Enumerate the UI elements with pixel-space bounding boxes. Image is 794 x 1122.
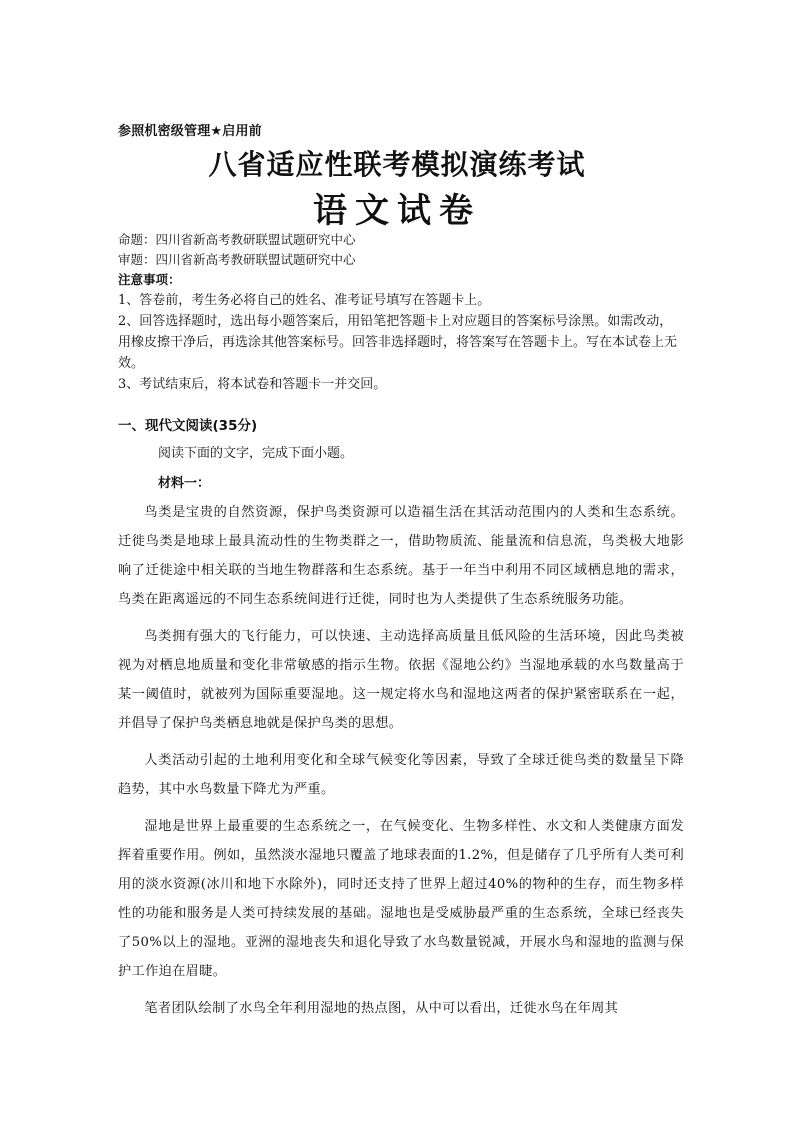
notes-list xyxy=(118,290,684,395)
reviewer-line: 审题：四川省新高考教研联盟试题研究中心 xyxy=(118,252,356,267)
section-instruction: 阅读下面的文字，完成下面小题。 xyxy=(158,446,354,461)
passage-paragraph: 鸟类是宝贵的自然资源，保护鸟类资源可以造福生活在其活动范围内的人类和生态系统。迁徙鸟类是地球上最具流动性的生物类群之一，借助物质流、能量流和信息流，鸟类极大地影响了迁徙途中相关联的当地生物群落和生态系统。基于一年当中利用不同区域栖息地的需求，鸟类在距离遥远的不同生态系统间进行迁徙，同时也为人类提供了生态系统服务功能。 xyxy=(118,505,684,607)
note-item: 1、答卷前，考生务必将自己的姓名、准考证号填写在答题卡上。 xyxy=(118,293,491,308)
passage-paragraph: 鸟类拥有强大的飞行能力，可以快速、主动选择高质量且低风险的生活环境，因此鸟类被视为对栖息地质量和变化非常敏感的指示生物。依据《湿地公约》当湿地承载的水鸟数量高于某一阈值时，就被列为国际重要湿地。这一规定将水鸟和湿地这两者的保护紧密联系在一起，并倡导了保护鸟类栖息地就是保护鸟类的思想。 xyxy=(118,629,684,731)
author-line: 命题：四川省新高考教研联盟试题研究中心 xyxy=(118,232,356,247)
note-item: 3、考试结束后，将本试卷和答题卡一并交回。 xyxy=(118,377,387,392)
passage-paragraph: 湿地是世界上最重要的生态系统之一，在气候变化、生物多样性、水文和人类健康方面发挥着重要作用。例如，虽然淡水湿地只覆盖了地球表面的1.2%，但是储存了几乎所有人类可利用的淡水资源(冰川和地下水除外)，同时还支持了世界上超过40%的物种的生存，而生物多样性的功能和服务是人类可持续发展的基础。湿地也是受威胁最严重的生态系统，全球已经丧失了50%以上的湿地。亚洲的湿地丧失和退化导致了水鸟数量锐减，开展水鸟和湿地的监测与保护工作迫在眉睫。 xyxy=(118,819,684,979)
exam-title: 八省适应性联考模拟演练考试 xyxy=(208,148,586,181)
notes-heading: 注意事项： xyxy=(118,272,181,287)
passage-paragraph: 人类活动引起的土地利用变化和全球气候变化等因素，导致了全球迁徙鸟类的数量呈下降趋势，其中水鸟数量下降尤为严重。 xyxy=(118,753,684,797)
exam-subtitle: 语文试卷 xyxy=(313,191,481,231)
note-item: 2、回答选择题时，选出每小题答案后，用铅笔把答题卡上对应题目的答案标号涂黑。如需改动，用橡皮擦干净后，再选涂其他答案标号。回答非选择题时，将答案写在答题卡上。写在本试卷上无效。 xyxy=(118,314,678,371)
classification-label: 参照机密级管理★启用前 xyxy=(118,124,262,139)
passage-paragraph: 笔者团队绘制了水鸟全年利用湿地的热点图，从中可以看出，迁徙水鸟在年周其 xyxy=(144,1001,619,1016)
reading-passage xyxy=(118,498,684,1023)
material-label: 材料一： xyxy=(158,476,211,491)
section-heading: 一、现代文阅读(35分) xyxy=(118,418,258,434)
